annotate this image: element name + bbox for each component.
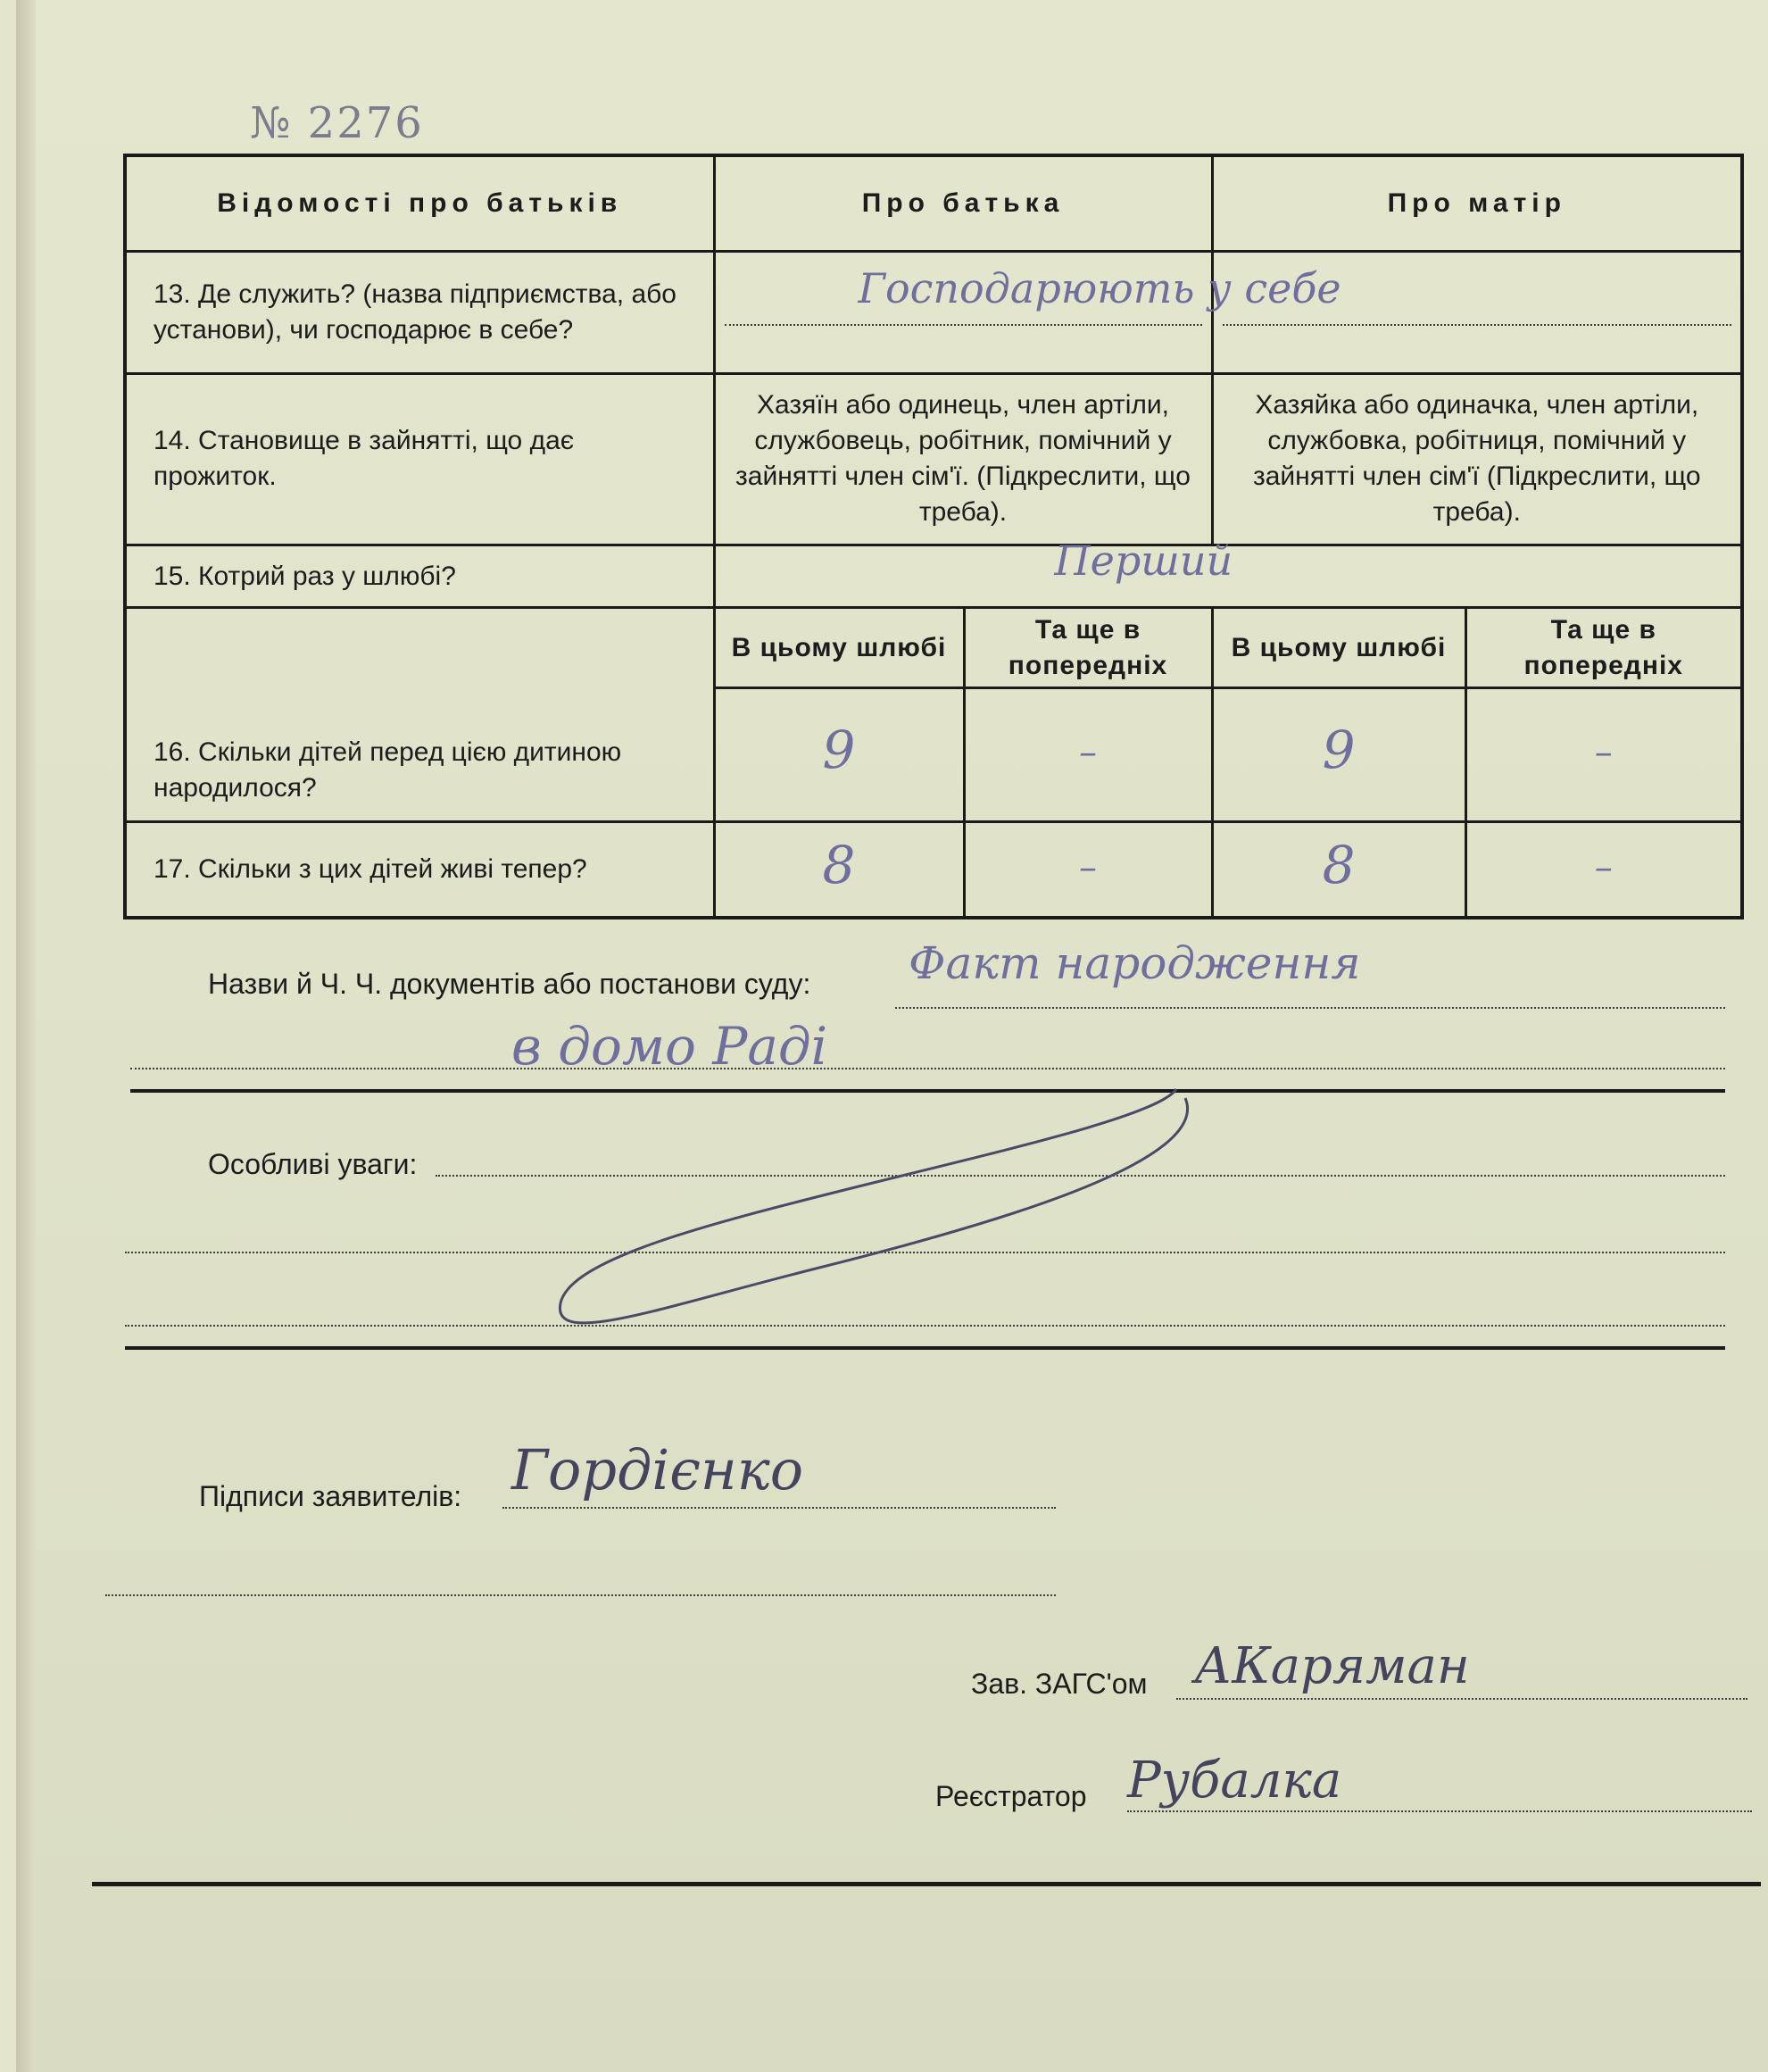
q17-mother-this: 8 — [1212, 822, 1465, 918]
documents-dotline-2 — [130, 1068, 1725, 1069]
documents-dotline-1 — [895, 1007, 1725, 1009]
q16-mother-this: 9 — [1212, 687, 1465, 821]
question-15: 15. Котрий раз у шлюбі? — [125, 545, 714, 608]
registrar-signature: Рубалка — [1127, 1752, 1342, 1810]
head-signature: АКаряман — [1194, 1637, 1470, 1695]
head-dotline — [1176, 1698, 1747, 1700]
parents-info-table — [123, 154, 1744, 920]
subheader-mother-this: В цьому шлюбі — [1212, 608, 1465, 687]
head-label: Зав. ЗАГС'ом — [971, 1668, 1148, 1700]
remarks-label: Особливі уваги: — [208, 1148, 418, 1180]
q13-answer: Господарюють у себе — [858, 263, 1341, 312]
documents-value-line1: Факт народження — [909, 937, 1361, 989]
document-sheet — [16, 0, 1768, 2072]
question-13: 13. Де служить? (назва підприємства, або установи), чи господарює в себе? — [125, 251, 714, 373]
q15-answer: Перший — [1054, 536, 1233, 585]
q17-father-prev: – — [964, 822, 1212, 918]
applicants-signature: Гордієнко — [511, 1437, 804, 1502]
header-section: Відомості про батьків — [125, 155, 714, 251]
q15-answer-cell — [714, 536, 1742, 608]
header-father: Про батька — [714, 155, 1212, 251]
page-edge — [16, 0, 36, 2072]
registrar-label: Реєстратор — [935, 1780, 1087, 1812]
q14-mother-options: Хазяйка або одиначка, член артіли, службовка, робітниця, помічний у зайнятті член сім'ї (Підкреслити, що треба). — [1212, 374, 1742, 545]
applicants-dotline-1 — [502, 1507, 1056, 1509]
subheader-father-this: В цьому шлюбі — [714, 608, 964, 687]
question-14: 14. Становище в зайнятті, що дає прожиток. — [125, 374, 714, 545]
q16-father-this: 9 — [714, 687, 964, 821]
subheader-father-prev: Та ще в попередніх — [964, 608, 1212, 687]
q17-mother-prev: – — [1465, 822, 1742, 918]
documents-label: Назви й Ч. Ч. документів або постанови суду: — [208, 968, 811, 1000]
subheader-mother-prev: Та ще в попередніх — [1465, 608, 1742, 687]
registrar-dotline — [1127, 1810, 1752, 1812]
q13-father-cell — [714, 251, 1341, 373]
applicants-label: Підписи заявителів: — [199, 1480, 462, 1512]
q13-father-dotline — [725, 324, 1202, 326]
record-number-stamp: № 2276 — [250, 98, 424, 148]
documents-value-line2: в домо Раді — [511, 1016, 828, 1077]
q17-father-this: 8 — [714, 822, 964, 918]
question-16: 16. Скільки дітей перед цією дитиною народилося? — [125, 608, 714, 822]
q13-mother-cell — [1212, 251, 1742, 373]
q16-mother-prev: – — [1465, 687, 1742, 821]
applicants-dotline-2 — [105, 1594, 1056, 1596]
bottom-rule — [92, 1882, 1761, 1886]
q14-father-options: Хазяїн або одинець, член артіли, службовець, робітник, помічний у зайнятті член сім'ї. (Підкреслити, що треба). — [714, 374, 1212, 545]
header-mother: Про матір — [1212, 155, 1742, 251]
question-17: 17. Скільки з цих дітей живі тепер? — [125, 822, 714, 918]
q13-mother-dotline — [1223, 324, 1732, 326]
cancel-scribble-mark — [534, 1080, 1212, 1348]
q16-father-prev: – — [964, 687, 1212, 821]
